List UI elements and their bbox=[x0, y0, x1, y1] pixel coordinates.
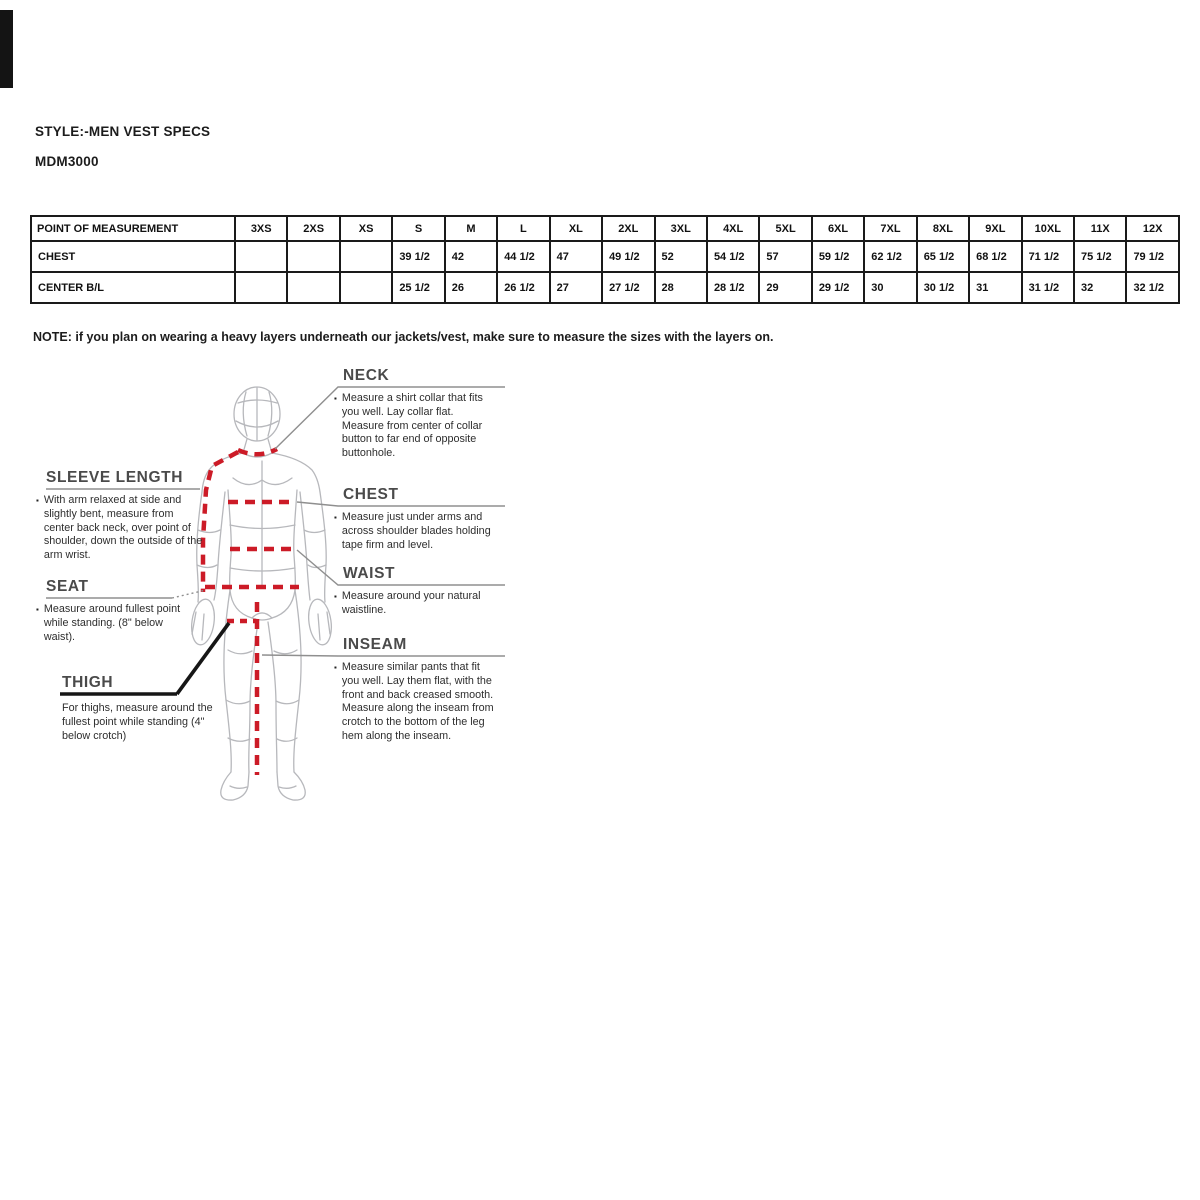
size-value-cell: 32 1/2 bbox=[1126, 272, 1179, 303]
size-value-cell: 59 1/2 bbox=[812, 241, 864, 272]
col-header-size: 7XL bbox=[864, 216, 916, 241]
bullet-icon: ▪ bbox=[334, 663, 337, 672]
col-header-size: 5XL bbox=[759, 216, 811, 241]
size-value-cell: 28 1/2 bbox=[707, 272, 759, 303]
col-header-size: 8XL bbox=[917, 216, 969, 241]
note-text: NOTE: if you plan on wearing a heavy layers underneath our jackets/vest, make sure to measure the sizes with the layers on. bbox=[33, 330, 774, 344]
size-value-cell: 29 1/2 bbox=[812, 272, 864, 303]
col-header-size: 10XL bbox=[1022, 216, 1074, 241]
col-header-size: M bbox=[445, 216, 497, 241]
size-value-cell: 27 1/2 bbox=[602, 272, 654, 303]
bullet-icon: ▪ bbox=[36, 496, 39, 505]
col-header-size: 2XS bbox=[287, 216, 339, 241]
thigh-description: For thighs, measure around the fullest point while standing (4" below crotch) bbox=[62, 702, 213, 742]
size-value-cell: 57 bbox=[759, 241, 811, 272]
col-header-size: L bbox=[497, 216, 549, 241]
size-value-cell: 28 bbox=[655, 272, 707, 303]
size-value-cell: 32 bbox=[1074, 272, 1126, 303]
waist-description: ▪ Measure around your natural waistline. bbox=[334, 590, 481, 616]
col-header-size: 9XL bbox=[969, 216, 1021, 241]
seat-description: ▪ Measure around fullest point while standing. (8" below waist). bbox=[36, 603, 181, 643]
size-value-cell: 25 1/2 bbox=[392, 272, 444, 303]
col-header-size: S bbox=[392, 216, 444, 241]
bullet-icon: ▪ bbox=[334, 592, 337, 601]
thigh-title: THIGH bbox=[62, 674, 114, 691]
waist-title: WAIST bbox=[343, 565, 396, 582]
size-value-cell: 47 bbox=[550, 241, 602, 272]
bullet-icon: ▪ bbox=[334, 394, 337, 403]
size-value-cell: 49 1/2 bbox=[602, 241, 654, 272]
col-header-size: 6XL bbox=[812, 216, 864, 241]
chest-leader-line bbox=[297, 502, 505, 506]
size-value-cell: 31 1/2 bbox=[1022, 272, 1074, 303]
bullet-icon: ▪ bbox=[334, 513, 337, 522]
size-value-cell: 26 1/2 bbox=[497, 272, 549, 303]
size-value-cell: 71 1/2 bbox=[1022, 241, 1074, 272]
document-title: STYLE:-MEN VEST SPECS bbox=[35, 124, 211, 139]
row-label: CENTER B/L bbox=[31, 272, 235, 303]
col-header-size: 4XL bbox=[707, 216, 759, 241]
waist-leader-line bbox=[297, 550, 505, 585]
col-header-size: 11X bbox=[1074, 216, 1126, 241]
size-value-cell: 54 1/2 bbox=[707, 241, 759, 272]
chest-description: ▪ Measure just under arms and across shoulder blades holding tape firm and level. bbox=[334, 511, 491, 551]
inseam-description: ▪ Measure similar pants that fit you well. Lay them flat, with the front and back creased smooth. Measure along the inseam from crotch to the bottom of the leg hem along the inseam. bbox=[334, 661, 494, 743]
size-value-cell: 30 1/2 bbox=[917, 272, 969, 303]
neck-description: ▪ Measure a shirt collar that fits you well. Lay collar flat. Measure from center of collar button to far end of opposite buttonhole. bbox=[334, 392, 483, 460]
col-header-size: 3XS bbox=[235, 216, 287, 241]
size-value-cell: 42 bbox=[445, 241, 497, 272]
size-value-cell: 79 1/2 bbox=[1126, 241, 1179, 272]
document-model-code: MDM3000 bbox=[35, 154, 99, 169]
sleeve-length-title: SLEEVE LENGTH bbox=[46, 469, 183, 486]
inseam-title: INSEAM bbox=[343, 636, 407, 653]
col-header-point-of-measurement: POINT OF MEASUREMENT bbox=[31, 216, 235, 241]
size-value-cell: 44 1/2 bbox=[497, 241, 549, 272]
col-header-size: XS bbox=[340, 216, 392, 241]
size-value-cell: 65 1/2 bbox=[917, 241, 969, 272]
sleeve-length-description: ▪ With arm relaxed at side and slightly bent, measure from center back neck, over point of shoulder, down the outside of the arm wrist. bbox=[36, 494, 203, 562]
inseam-leader-line bbox=[262, 655, 505, 656]
col-header-size: 2XL bbox=[602, 216, 654, 241]
size-value-cell: 62 1/2 bbox=[864, 241, 916, 272]
neck-title: NECK bbox=[343, 367, 390, 384]
col-header-size: 12X bbox=[1126, 216, 1179, 241]
chest-title: CHEST bbox=[343, 486, 399, 503]
col-header-size: XL bbox=[550, 216, 602, 241]
size-value-cell: 31 bbox=[969, 272, 1021, 303]
size-value-cell: 68 1/2 bbox=[969, 241, 1021, 272]
bullet-icon: ▪ bbox=[36, 605, 39, 614]
size-value-cell: 52 bbox=[655, 241, 707, 272]
size-value-cell: 30 bbox=[864, 272, 916, 303]
size-value-cell: 75 1/2 bbox=[1074, 241, 1126, 272]
seat-title: SEAT bbox=[46, 578, 89, 595]
sleeve-measure-line bbox=[203, 452, 238, 592]
size-value-cell: 29 bbox=[759, 272, 811, 303]
size-value-cell: 27 bbox=[550, 272, 602, 303]
col-header-size: 3XL bbox=[655, 216, 707, 241]
row-label: CHEST bbox=[31, 241, 235, 272]
size-value-cell: 26 bbox=[445, 272, 497, 303]
size-value-cell: 39 1/2 bbox=[392, 241, 444, 272]
